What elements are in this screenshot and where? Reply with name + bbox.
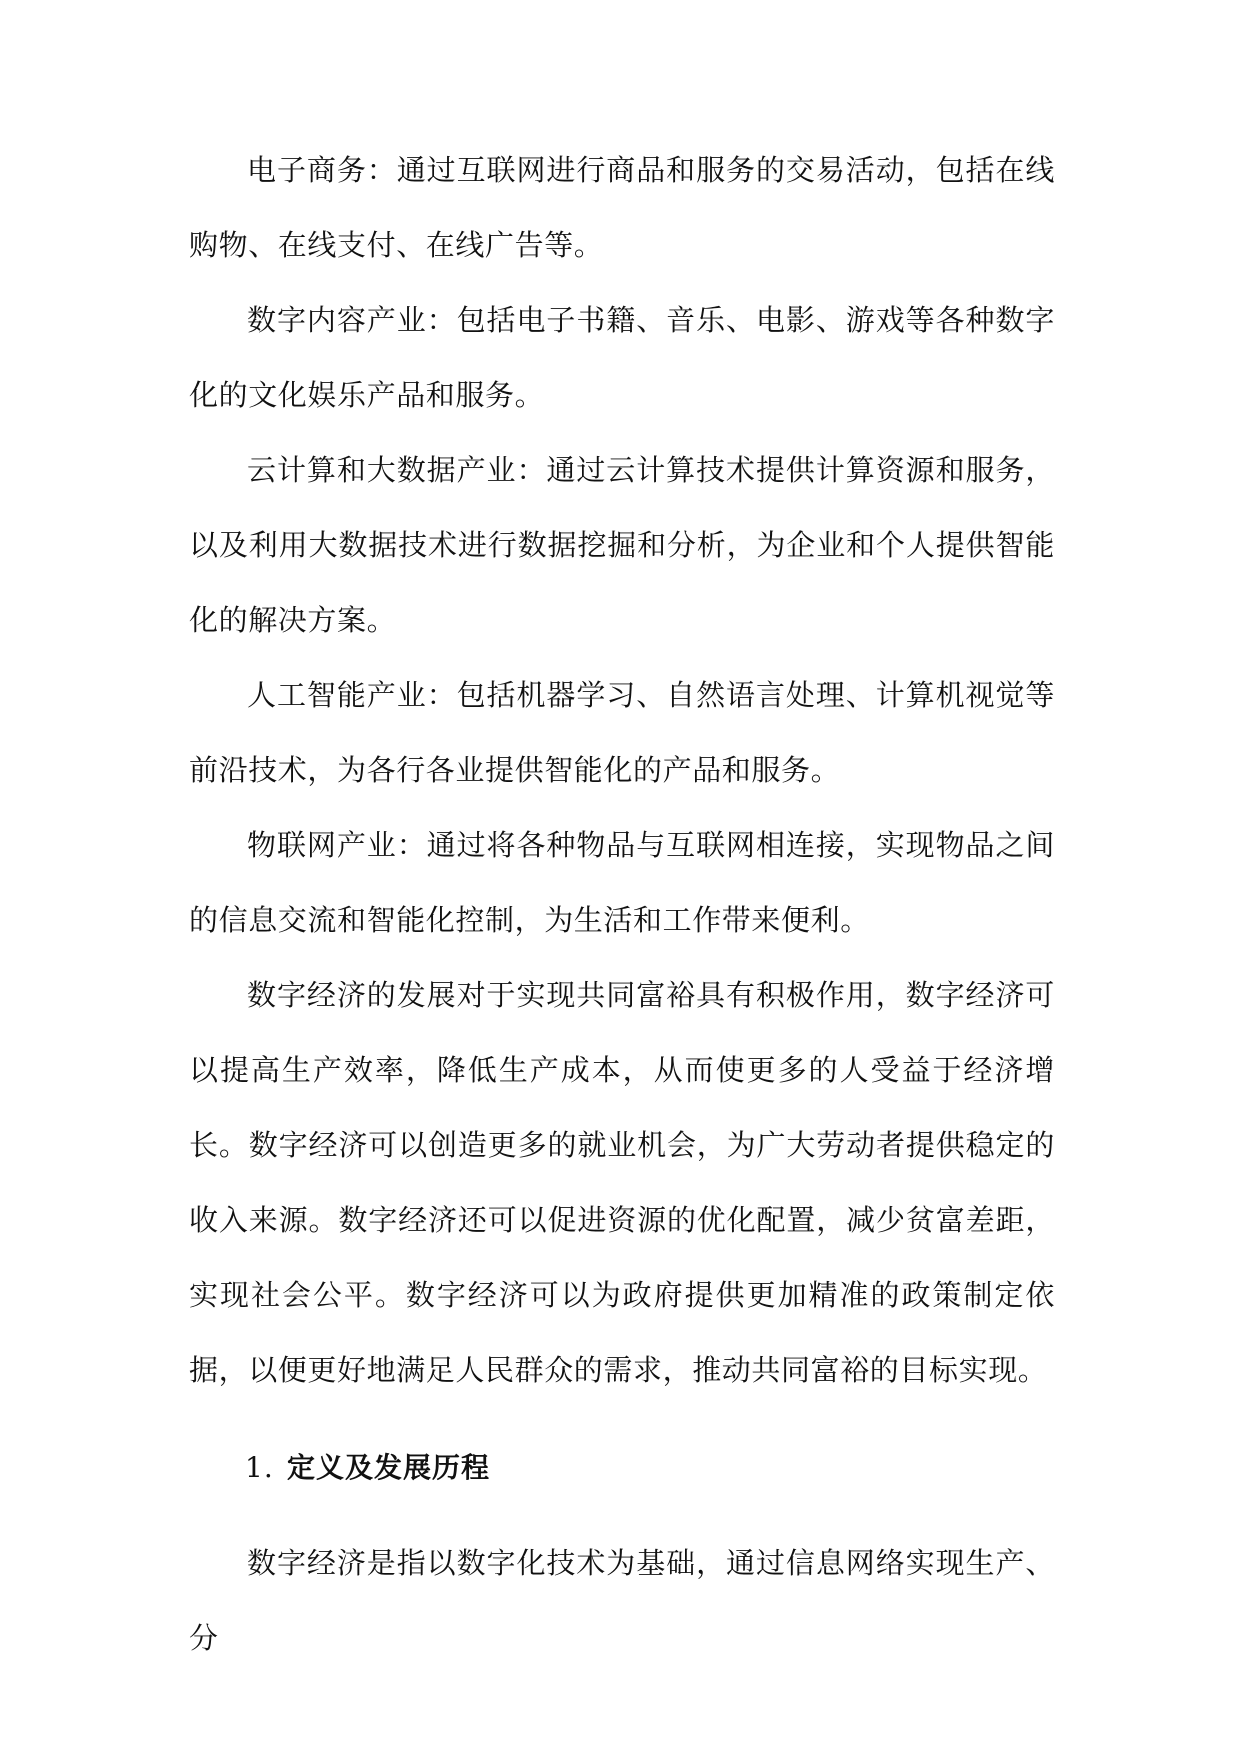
section-title: 定义及发展历程	[287, 1451, 491, 1484]
paragraph-ai: 人工智能产业：包括机器学习、自然语言处理、计算机视觉等前沿技术，为各行各业提供智能化的产品和服务。	[189, 678, 1055, 787]
section-number: 1.	[245, 1451, 274, 1484]
paragraph-common-prosperity: 数字经济的发展对于实现共同富裕具有积极作用，数字经济可以提高生产效率，降低生产成本，从而使更多的人受益于经济增长。数字经济可以创造更多的就业机会，为广大劳动者提供稳定的收入来源。数字经济还可以促进资源的优化配置，减少贫富差距，实现社会公平。数字经济可以为政府提供更加精准的政策制定依据，以便更好地满足人民群众的需求，推动共同富裕的目标实现。	[189, 978, 1055, 1387]
document-page	[189, 133, 1055, 1676]
paragraph-digital-content: 数字内容产业：包括电子书籍、音乐、电影、游戏等各种数字化的文化娱乐产品和服务。	[189, 303, 1055, 412]
paragraph-iot: 物联网产业：通过将各种物品与互联网相连接，实现物品之间的信息交流和智能化控制，为生活和工作带来便利。	[189, 828, 1055, 937]
section-heading	[245, 1448, 1055, 1488]
paragraph-definition: 数字经济是指以数字化技术为基础，通过信息网络实现生产、分	[189, 1546, 1055, 1655]
paragraph-cloud-bigdata: 云计算和大数据产业：通过云计算技术提供计算资源和服务，以及利用大数据技术进行数据挖掘和分析，为企业和个人提供智能化的解决方案。	[189, 453, 1055, 637]
paragraph-ecommerce: 电子商务：通过互联网进行商品和服务的交易活动，包括在线购物、在线支付、在线广告等。	[189, 153, 1055, 262]
